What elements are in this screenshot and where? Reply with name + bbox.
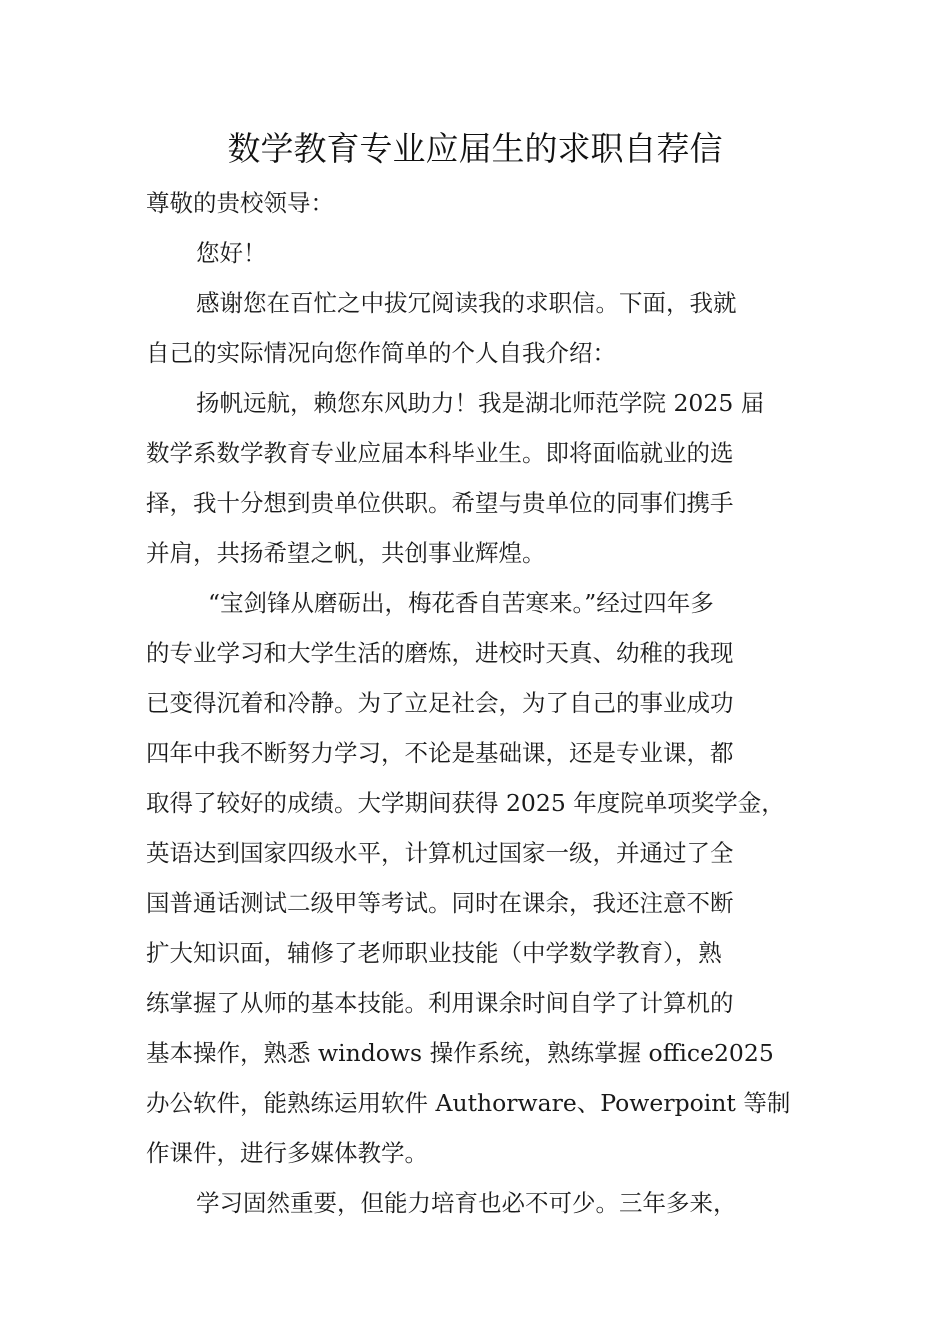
letter-body <box>146 178 818 1228</box>
paragraph-line: 自己的实际情况向您作简单的个人自我介绍： <box>146 339 616 367</box>
paragraph-line: 四年中我不断努力学习，不论是基础课，还是专业课，都 <box>146 739 734 767</box>
paragraph-line: 基本操作，熟悉 windows 操作系统，熟练掌握 office2025 <box>146 1039 774 1067</box>
paragraph-line: 国普通话测试二级甲等考试。同时在课余，我还注意不断 <box>146 889 734 917</box>
paragraph-line: 练掌握了从师的基本技能。利用课余时间自学了计算机的 <box>146 989 734 1017</box>
paragraph-line: 扬帆远航，赖您东风助力！我是湖北师范学院 2025 届 <box>196 389 765 417</box>
document-title: 数学教育专业应届生的求职自荐信 <box>227 129 723 168</box>
paragraph-line: 取得了较好的成绩。大学期间获得 2025 年度院单项奖学金， <box>146 789 785 817</box>
paragraph-line: 学习固然重要，但能力培育也必不可少。三年多来， <box>196 1189 737 1217</box>
salutation: 尊敬的贵校领导： <box>146 189 334 217</box>
paragraph-line: 办公软件，能熟练运用软件 Authorware、Powerpoint 等制 <box>146 1089 791 1117</box>
paragraph-line: 扩大知识面，辅修了老师职业技能（中学数学教育），熟 <box>146 939 722 967</box>
paragraph-line: 英语达到国家四级水平，计算机过国家一级，并通过了全 <box>146 839 734 867</box>
paragraph-line: 并肩，共扬希望之帆，共创事业辉煌。 <box>146 539 546 567</box>
paragraph-line: 已变得沉着和冷静。为了立足社会，为了自己的事业成功 <box>146 689 734 717</box>
paragraph-line: 感谢您在百忙之中拔冗阅读我的求职信。下面，我就 <box>196 289 737 317</box>
paragraph-line: 作课件，进行多媒体教学。 <box>146 1139 428 1167</box>
paragraph-line: 数学系数学教育专业应届本科毕业生。即将面临就业的选 <box>146 439 734 467</box>
greeting: 您好！ <box>196 239 267 267</box>
paragraph-line: 的专业学习和大学生活的磨炼，进校时天真、幼稚的我现 <box>146 639 734 667</box>
paragraph-line: 择，我十分想到贵单位供职。希望与贵单位的同事们携手 <box>146 489 734 517</box>
paragraph-line: “宝剑锋从磨砺出，梅花香自苦寒来。”经过四年多 <box>208 589 714 617</box>
